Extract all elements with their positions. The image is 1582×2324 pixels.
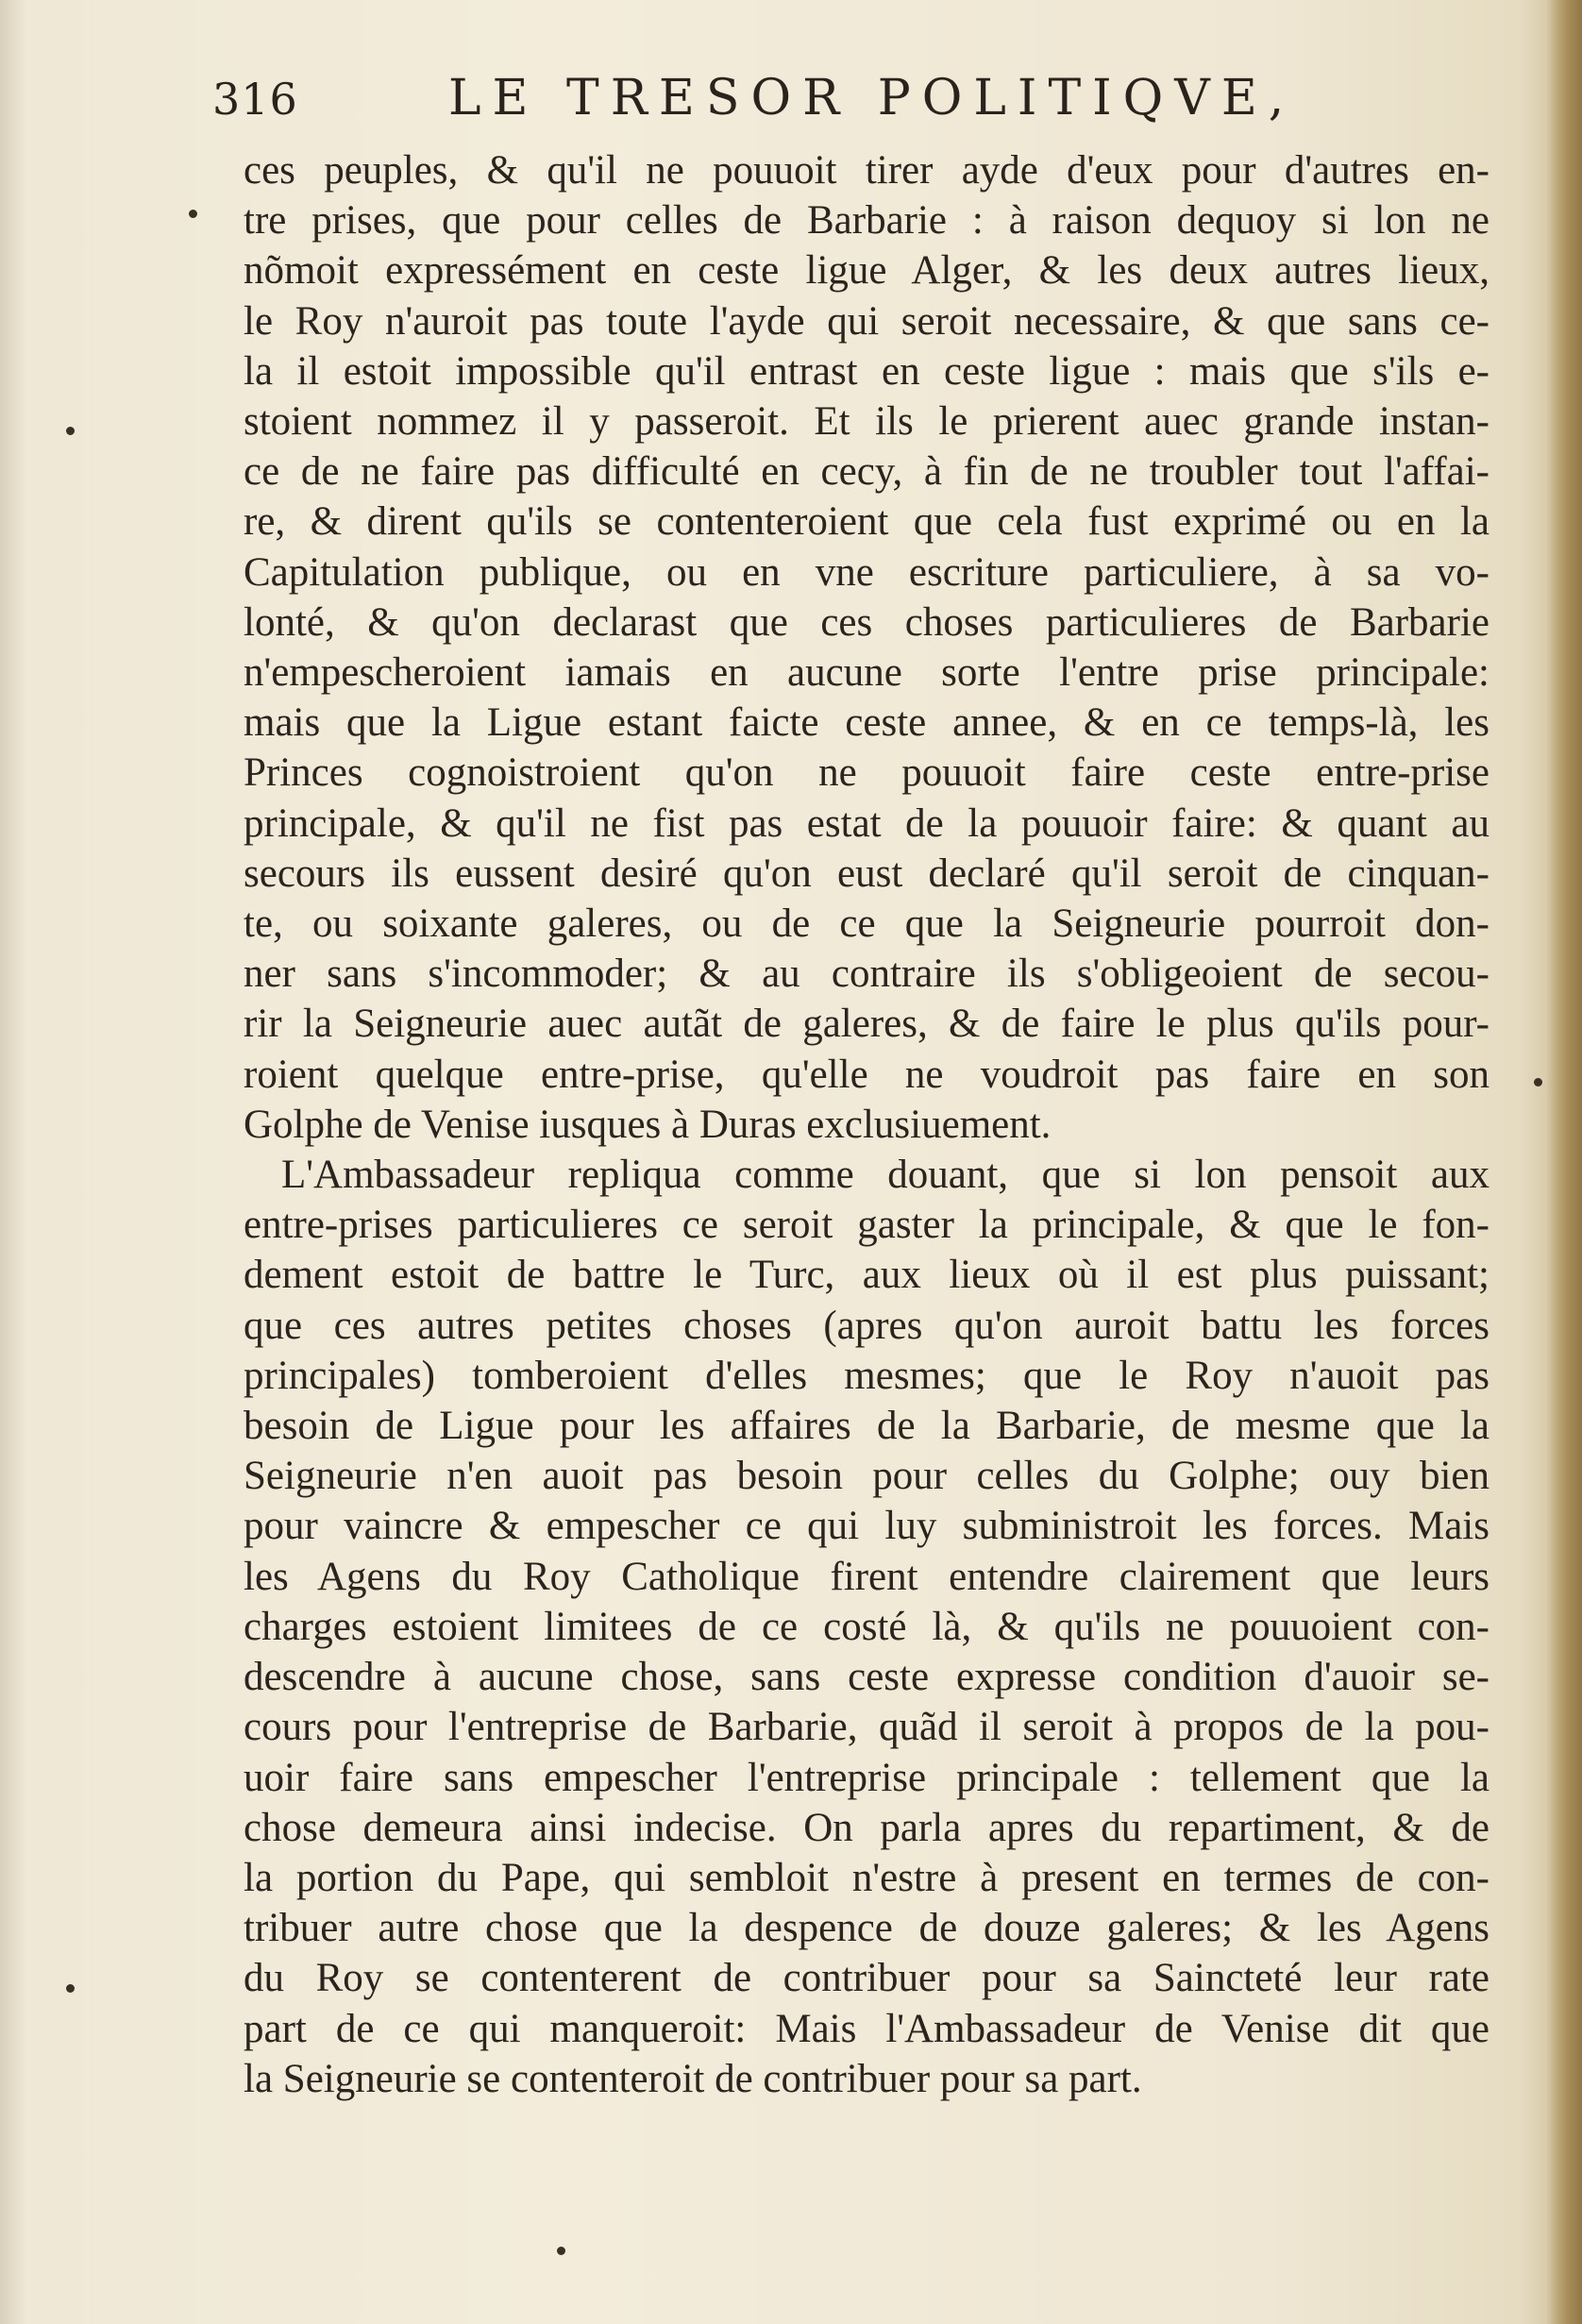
text-line: dement estoit de battre le Turc, aux lieux où il est plus puissant; [244, 1253, 1489, 1298]
running-title: LE TRESOR POLITIQVE, [448, 70, 1296, 126]
text-line: nõmoit expressément en ceste ligue Alger, & les deux autres lieux, [244, 248, 1489, 294]
ink-speck [1534, 1078, 1542, 1086]
text-line: le Roy n'auroit pas toute l'ayde qui seroit necessaire, & que sans ce- [244, 298, 1489, 344]
text-line: uoir faire sans empescher l'entreprise principale : tellement que la [244, 1755, 1489, 1800]
text-line: ce de ne faire pas difficulté en cecy, à fin de ne troubler tout l'affai- [244, 449, 1489, 495]
text-line: chose demeura ainsi indecise. On parla apres du repartiment, & de [244, 1805, 1489, 1850]
text-line: Seigneurie n'en auoit pas besoin pour celles du Golphe; ouy bien [244, 1454, 1489, 1499]
text-line: tribuer autre chose que la despence de douze galeres; & les Agens [244, 1906, 1489, 1951]
text-line: re, & dirent qu'ils se contenteroient que cela fust exprimé ou en la [244, 499, 1489, 545]
page-number: 316 [212, 74, 298, 125]
text-line: du Roy se contenterent de contribuer pour sa Saincteté leur rate [244, 1956, 1489, 2001]
text-line: tre prises, que pour celles de Barbarie : à raison dequoy si lon ne [244, 198, 1489, 244]
text-line: principales) tomberoient d'elles mesmes; que le Roy n'auoit pas [244, 1353, 1489, 1398]
text-line: Golphe de Venise iusques à Duras exclusiuement. [244, 1102, 1052, 1147]
text-line: la Seigneurie se contenteroit de contribuer pour sa part. [244, 2056, 1142, 2101]
ink-speck [66, 427, 75, 435]
text-line: stoient nommez il y passeroit. Et ils le prierent auec grande instan- [244, 399, 1489, 445]
text-line: la il estoit impossible qu'il entrast en ceste ligue : mais que s'ils e- [244, 348, 1489, 394]
text-line: Princes cognoistroient qu'on ne pouuoit faire ceste entre-prise [244, 750, 1489, 796]
page-header [212, 66, 1506, 142]
text-line: lonté, & qu'on declarast que ces choses particulieres de Barbarie [244, 599, 1489, 645]
text-line: descendre à aucune chose, sans ceste expresse condition d'auoir se- [244, 1655, 1489, 1700]
text-line: la portion du Pape, qui sembloit n'estre à present en termes de con- [244, 1855, 1489, 1900]
text-line: entre-prises particulieres ce seroit gaster la principale, & que le fon- [244, 1203, 1489, 1248]
text-line: que ces autres petites choses (apres qu'on auroit battu les forces [244, 1303, 1489, 1348]
text-line: part de ce qui manqueroit: Mais l'Ambassadeur de Venise dit que [244, 2006, 1489, 2051]
text-line: ner sans s'incommoder; & au contraire ils s'obligeoient de secou- [244, 951, 1489, 997]
text-line: ces peuples, & qu'il ne pouuoit tirer ayde d'eux pour d'autres en- [244, 148, 1489, 193]
ink-speck [66, 1984, 75, 1993]
text-line: rir la Seigneurie auec autãt de galeres, & de faire le plus qu'ils pour- [244, 1002, 1489, 1047]
text-line: te, ou soixante galeres, ou de ce que la Seigneurie pourroit don- [244, 901, 1489, 947]
text-line: besoin de Ligue pour les affaires de la Barbarie, de mesme que la [244, 1404, 1489, 1449]
text-line: mais que la Ligue estant faicte ceste annee, & en ce temps-là, les [244, 700, 1489, 746]
text-line: secours ils eussent desiré qu'on eust declaré qu'il seroit de cinquan- [244, 850, 1489, 896]
text-line: roient quelque entre-prise, qu'elle ne voudroit pas faire en son [244, 1052, 1489, 1097]
page-edge [1546, 0, 1582, 2324]
text-line: charges estoient limitees de ce costé là, & qu'ils ne pouuoient con- [244, 1604, 1489, 1649]
page-gutter-shadow [0, 0, 26, 2324]
text-line: n'empescheroient iamais en aucune sorte l'entre prise principale: [244, 650, 1489, 696]
text-line: principale, & qu'il ne fist pas estat de la pouuoir faire: & quant au [244, 800, 1489, 846]
ink-speck [189, 210, 197, 218]
paragraph-start-line: L'Ambassadeur repliqua comme douant, que si lon pensoit aux [281, 1153, 1489, 1198]
text-line: pour vaincre & empescher ce qui luy subministroit les forces. Mais [244, 1504, 1489, 1549]
text-line: Capitulation publique, ou en vne escriture particuliere, à sa vo- [244, 549, 1489, 595]
text-line: les Agens du Roy Catholique firent entendre clairement que leurs [244, 1554, 1489, 1599]
ink-speck [557, 2247, 565, 2255]
text-line: cours pour l'entreprise de Barbarie, quãd il seroit à propos de la pou- [244, 1705, 1489, 1750]
body-text [244, 145, 1489, 2104]
